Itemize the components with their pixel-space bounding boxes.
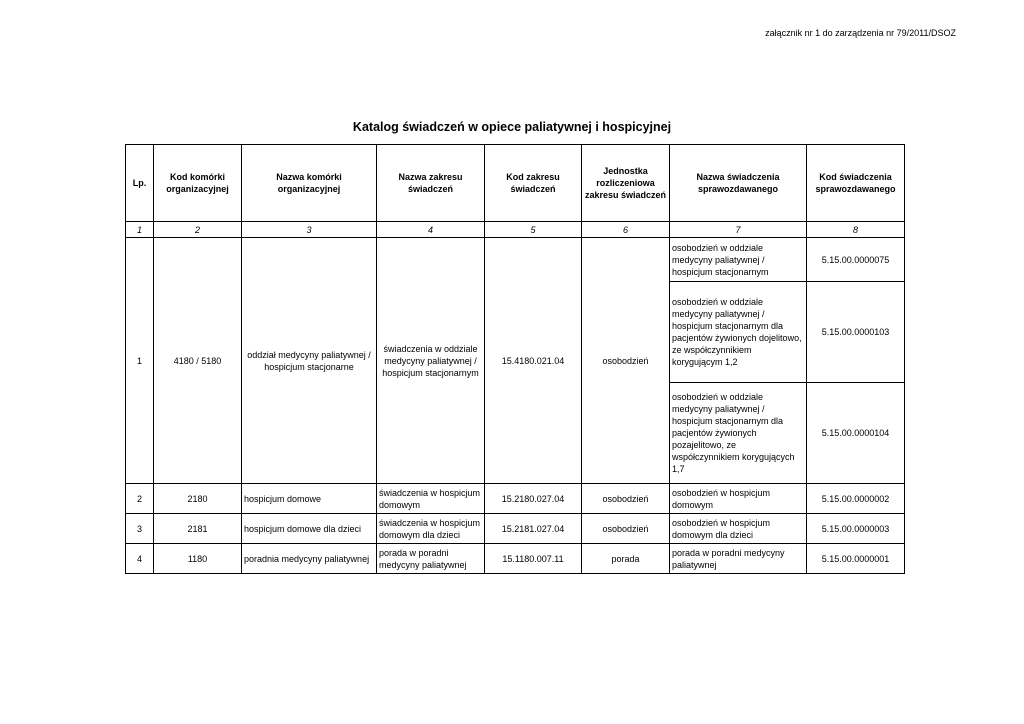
cell-kod-zakresu: 15.4180.021.04 [485, 238, 582, 484]
cell-jednostka: osobodzień [582, 514, 670, 544]
table-row [126, 238, 905, 282]
column-number: 5 [485, 222, 582, 238]
column-number: 8 [807, 222, 905, 238]
cell-jednostka: osobodzień [582, 484, 670, 514]
cell-kod-komorki: 4180 / 5180 [154, 238, 242, 484]
header-nazwa-zakresu: Nazwa zakresu świadczeń [377, 145, 485, 222]
cell-jednostka: porada [582, 544, 670, 574]
cell-nazwa-swiadczenia: osobodzień w hospicjum domowym [670, 484, 807, 514]
table-row [126, 484, 905, 514]
column-number: 4 [377, 222, 485, 238]
cell-jednostka: osobodzień [582, 238, 670, 484]
table-row [126, 544, 905, 574]
cell-nazwa-komorki: hospicjum domowe [242, 484, 377, 514]
cell-nazwa-swiadczenia: osobodzień w oddziale medycyny paliatywnej / hospicjum stacjonarnym dla pacjentów żywionych dojelitowo, ze współczynnikiem korygującym 1,2 [670, 282, 807, 383]
cell-lp: 2 [126, 484, 154, 514]
cell-nazwa-swiadczenia: osobodzień w hospicjum domowym dla dzieci [670, 514, 807, 544]
cell-lp: 3 [126, 514, 154, 544]
cell-kod-swiadczenia: 5.15.00.0000103 [807, 282, 905, 383]
page-title: Katalog świadczeń w opiece paliatywnej i hospicyjnej [352, 120, 672, 134]
cell-kod-zakresu: 15.2181.027.04 [485, 514, 582, 544]
column-number: 1 [126, 222, 154, 238]
cell-kod-zakresu: 15.1180.007.11 [485, 544, 582, 574]
cell-nazwa-swiadczenia: porada w poradni medycyny paliatywnej [670, 544, 807, 574]
column-number: 7 [670, 222, 807, 238]
column-number-row [126, 222, 905, 238]
cell-kod-komorki: 2181 [154, 514, 242, 544]
header-kod-komorki: Kod komórki organizacyjnej [154, 145, 242, 222]
cell-nazwa-swiadczenia: osobodzień w oddziale medycyny paliatywnej / hospicjum stacjonarnym dla pacjentów żywionych pozajelitowo, ze współczynnikiem korygujących 1,7 [670, 383, 807, 484]
cell-nazwa-zakresu: świadczenia w hospicjum domowym dla dzieci [377, 514, 485, 544]
header-nazwa-komorki: Nazwa komórki organizacyjnej [242, 145, 377, 222]
header-kod-zakresu: Kod zakresu świadczeń [485, 145, 582, 222]
cell-lp: 4 [126, 544, 154, 574]
cell-nazwa-komorki: poradnia medycyny paliatywnej [242, 544, 377, 574]
header-lp: Lp. [126, 145, 154, 222]
cell-nazwa-zakresu: świadczenia w oddziale medycyny paliatywnej / hospicjum stacjonarnym [377, 238, 485, 484]
cell-nazwa-swiadczenia: osobodzień w oddziale medycyny paliatywnej / hospicjum stacjonarnym [670, 238, 807, 282]
header-row [126, 145, 905, 222]
cell-kod-swiadczenia: 5.15.00.0000003 [807, 514, 905, 544]
cell-kod-komorki: 1180 [154, 544, 242, 574]
cell-lp: 1 [126, 238, 154, 484]
cell-nazwa-zakresu: świadczenia w hospicjum domowym [377, 484, 485, 514]
column-number: 2 [154, 222, 242, 238]
cell-nazwa-komorki: oddział medycyny paliatywnej / hospicjum stacjonarne [242, 238, 377, 484]
cell-nazwa-komorki: hospicjum domowe dla dzieci [242, 514, 377, 544]
services-catalog-table [125, 144, 905, 574]
header-jednostka: Jednostka rozliczeniowa zakresu świadczeń [582, 145, 670, 222]
cell-kod-swiadczenia: 5.15.00.0000075 [807, 238, 905, 282]
cell-kod-komorki: 2180 [154, 484, 242, 514]
column-number: 3 [242, 222, 377, 238]
header-nazwa-swiadczenia: Nazwa świadczenia sprawozdawanego [670, 145, 807, 222]
attachment-note: załącznik nr 1 do zarządzenia nr 79/2011/DSOZ [765, 28, 956, 38]
cell-kod-zakresu: 15.2180.027.04 [485, 484, 582, 514]
cell-kod-swiadczenia: 5.15.00.0000104 [807, 383, 905, 484]
column-number: 6 [582, 222, 670, 238]
table-row [126, 514, 905, 544]
cell-kod-swiadczenia: 5.15.00.0000001 [807, 544, 905, 574]
cell-kod-swiadczenia: 5.15.00.0000002 [807, 484, 905, 514]
header-kod-swiadczenia: Kod świadczenia sprawozdawanego [807, 145, 905, 222]
cell-nazwa-zakresu: porada w poradni medycyny paliatywnej [377, 544, 485, 574]
